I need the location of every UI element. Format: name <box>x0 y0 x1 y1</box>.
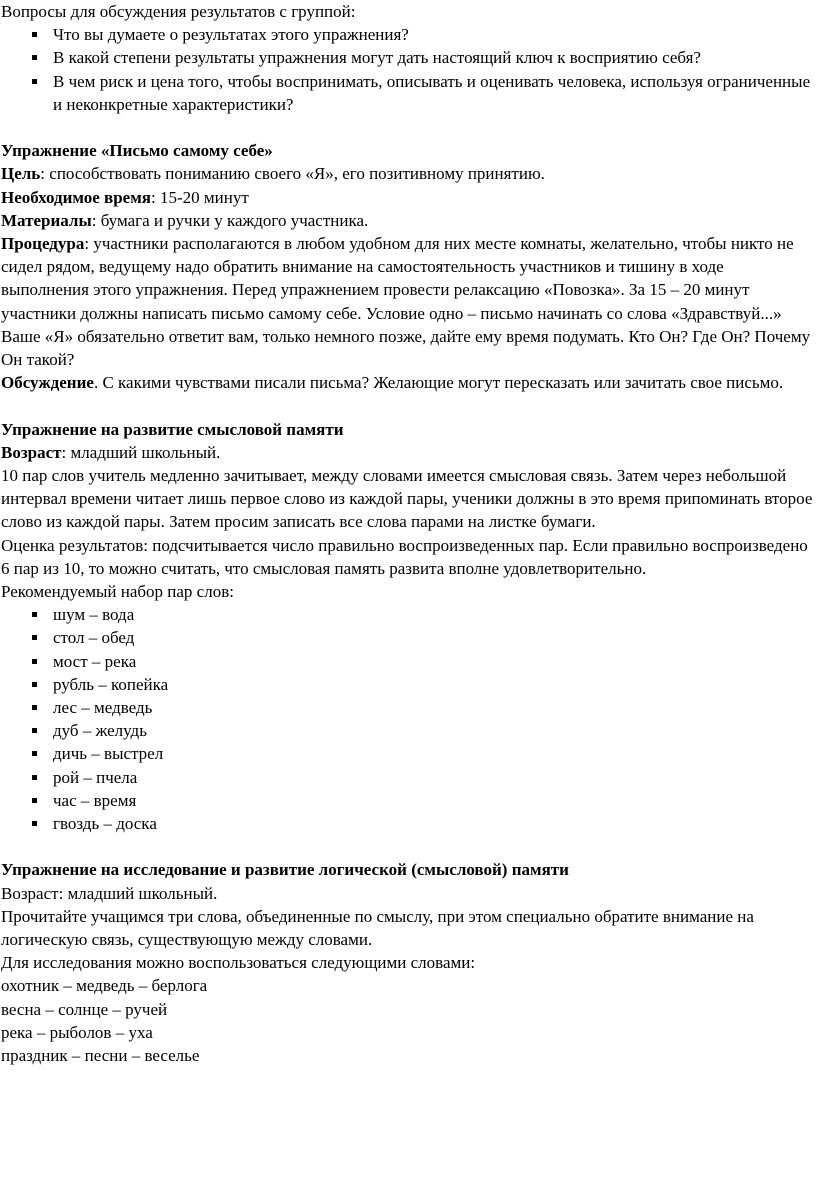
semantic-memory-title: Упражнение на развитие смысловой памяти <box>1 419 344 439</box>
word-pair: гвоздь – доска <box>1 812 813 835</box>
age-text: : младший школьный. <box>61 442 221 462</box>
letter-goal <box>1 162 813 185</box>
time-text: : 15-20 минут <box>151 187 249 207</box>
spacer <box>1 835 813 858</box>
goal-label: Цель <box>1 164 41 184</box>
word-pair: час – время <box>1 789 813 812</box>
word-pair: лес – медведь <box>1 696 813 719</box>
word-pair: дичь – выстрел <box>1 742 813 765</box>
word-set: река – рыболов – уха <box>1 1022 153 1042</box>
semantic-evaluation: Оценка результатов: подсчитывается число правильно воспроизведенных пар. Если правильно воспроизведено 6 пар из 10, то можно считать, что смысловая память развита вполне удовлетворительно. <box>1 535 808 578</box>
materials-text: : бумага и ручки у каждого участника. <box>91 210 369 230</box>
discussion-questions <box>1 23 813 116</box>
word-pair: дуб – желудь <box>1 719 813 742</box>
time-label: Необходимое время <box>1 187 151 207</box>
word-set: охотник – медведь – берлога <box>1 976 208 996</box>
words-heading: Для исследования можно воспользоваться следующими словами: <box>1 953 476 973</box>
word-pair: рубль – копейка <box>1 673 813 696</box>
goal-text: : способствовать пониманию своего «Я», его позитивному принятию. <box>40 164 545 184</box>
word-pair: мост – река <box>1 650 813 673</box>
procedure-text: : участники располагаются в любом удобном для них месте комнаты, желательно, чтобы никто не сидел рядом, ведущему надо обратить внимание на самостоятельность участников и тишину в ходе выполнения этого упражнения. Перед упражнением провести релаксацию «Повозка». За 15 – 20 минут участники должны написать письмо самому себе. Условие одно – письмо начинать со слова «Здравствуй...» <box>1 234 794 323</box>
materials-label: Материалы <box>1 210 92 230</box>
pairs-heading: Рекомендуемый набор пар слов: <box>1 582 234 602</box>
spacer <box>1 116 813 139</box>
word-set: весна – солнце – ручей <box>1 999 168 1019</box>
word-pair: шум – вода <box>1 603 813 626</box>
letter-procedure <box>1 232 813 325</box>
letter-exercise-title: Упражнение «Письмо самому себе» <box>1 141 273 161</box>
age-label: Возраст <box>1 442 62 462</box>
logical-memory-title: Упражнение на исследование и развитие логической (смысловой) памяти <box>1 860 569 880</box>
discussion-text: . С какими чувствами писали письма? Желающие могут пересказать или зачитать свое письмо. <box>93 373 784 393</box>
letter-materials <box>1 209 813 232</box>
letter-note: Ваше «Я» обязательно ответит вам, только немного позже, дайте ему время подумать. Кто Он? Где Он? Почему Он такой? <box>1 326 811 370</box>
letter-discussion <box>1 371 813 394</box>
word-pair: стол – обед <box>1 626 813 649</box>
semantic-description: 10 пар слов учитель медленно зачитывает, между словами имеется смысловая связь. Затем через небольшой интервал времени читает лишь первое слово из каждой пары, ученики должны в это время припоминать второе слово из каждой пары. Затем просим записать все слова парами на листке бумаги. <box>1 466 813 532</box>
document-page <box>1 0 813 1067</box>
logical-age: Возраст: младший школьный. <box>1 883 218 903</box>
word-pairs-list <box>1 603 813 835</box>
discussion-question: В какой степени результаты упражнения могут дать настоящий ключ к восприятию себя? <box>1 46 813 69</box>
logical-instruction: Прочитайте учащимся три слова, объединенные по смыслу, при этом специально обратите внимание на логическую связь, существующую между словами. <box>1 906 754 950</box>
discussion-question: Что вы думаете о результатах этого упражнения? <box>1 23 813 46</box>
semantic-age <box>1 441 813 464</box>
word-set: праздник – песни – веселье <box>1 1046 200 1066</box>
discussion-question: В чем риск и цена того, чтобы воспринимать, описывать и оценивать человека, используя ограниченные и неконкретные характеристики? <box>1 70 813 116</box>
discussion-label: Обсуждение <box>1 373 94 393</box>
procedure-label: Процедура <box>1 234 85 254</box>
letter-time <box>1 186 813 209</box>
word-pair: рой – пчела <box>1 766 813 789</box>
spacer <box>1 394 813 417</box>
discussion-heading: Вопросы для обсуждения результатов с группой: <box>1 2 356 21</box>
